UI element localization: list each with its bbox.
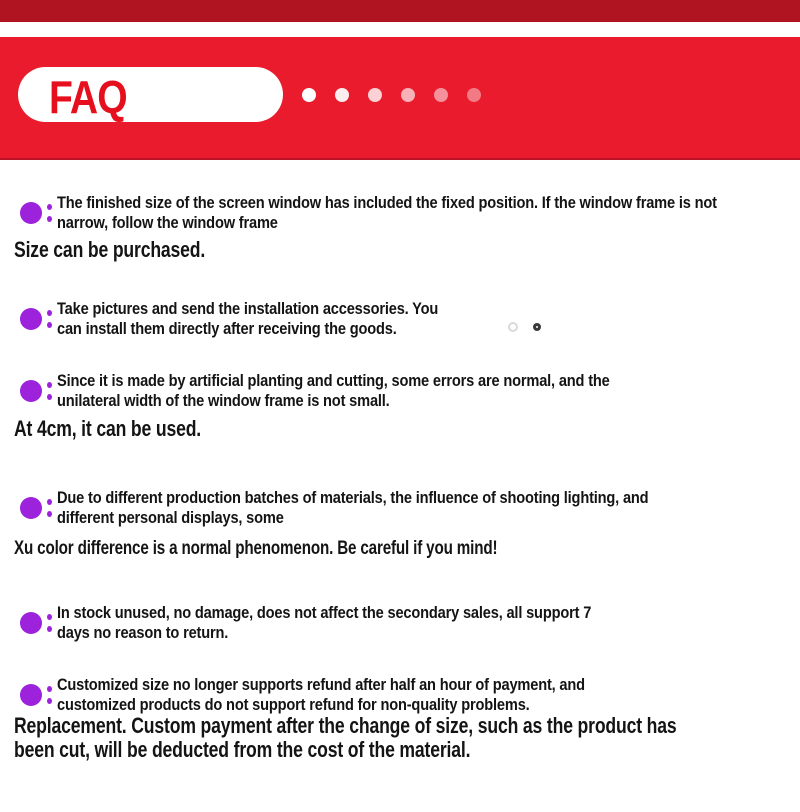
- header-band: [0, 37, 800, 160]
- faq-item-text: different personal displays, some: [57, 507, 284, 527]
- progress-dot: [302, 88, 316, 102]
- faq-item-continuation: [14, 714, 800, 762]
- faq-item-text: The finished size of the screen window has included the fixed position. If the window frame is not: [57, 193, 717, 212]
- faq-item-continuation: [14, 238, 800, 262]
- faq-item-text: narrow, follow the window frame: [57, 212, 278, 232]
- faq-item-continuation: [14, 537, 800, 561]
- bullet-colon-icon: [20, 308, 56, 332]
- faq-pill: [18, 67, 283, 122]
- dark-ring-glyph: [533, 323, 541, 331]
- faq-item-text: In stock unused, no damage, does not affect the secondary sales, all support 7: [57, 603, 592, 622]
- faq-continuation-text: been cut, will be deducted from the cost of the material.: [14, 737, 471, 762]
- faq-continuation-text: At 4cm, it can be used.: [14, 416, 202, 441]
- progress-dot: [368, 88, 382, 102]
- bullet-colon-icon: [20, 380, 56, 404]
- faq-continuation-text: Replacement. Custom payment after the change of size, such as the product has: [14, 713, 677, 738]
- dots-row: [302, 88, 481, 102]
- faq-item-text: Take pictures and send the installation accessories. You: [57, 299, 439, 318]
- page-title: FAQ: [49, 71, 127, 123]
- bullet-colon-icon: [20, 497, 56, 521]
- bullet-colon-icon: [20, 684, 56, 708]
- progress-dot: [467, 88, 481, 102]
- faq-item-text: days no reason to return.: [57, 622, 229, 642]
- faq-item-continuation: [14, 417, 800, 441]
- faq-item-text: customized products do not support refund for non-quality problems.: [57, 694, 530, 714]
- faq-item-text: unilateral width of the window frame is not small.: [57, 390, 390, 410]
- faint-ring-glyph: [508, 322, 518, 332]
- faq-item-text: Since it is made by artificial planting and cutting, some errors are normal, and the: [57, 371, 610, 390]
- progress-dot: [335, 88, 349, 102]
- progress-dot: [434, 88, 448, 102]
- faq-item-text: can install them directly after receiving the goods.: [57, 318, 397, 338]
- top-red-strip: [0, 0, 800, 22]
- faq-continuation-text: Size can be purchased.: [14, 237, 206, 262]
- bullet-colon-icon: [20, 612, 56, 636]
- bullet-colon-icon: [20, 202, 56, 226]
- faq-item-text: Customized size no longer supports refund after half an hour of payment, and: [57, 675, 585, 694]
- progress-dot: [401, 88, 415, 102]
- faq-continuation-text: Xu color difference is a normal phenomenon. Be careful if you mind!: [14, 538, 498, 559]
- faq-item-text: Due to different production batches of materials, the influence of shooting lighting, and: [57, 488, 649, 507]
